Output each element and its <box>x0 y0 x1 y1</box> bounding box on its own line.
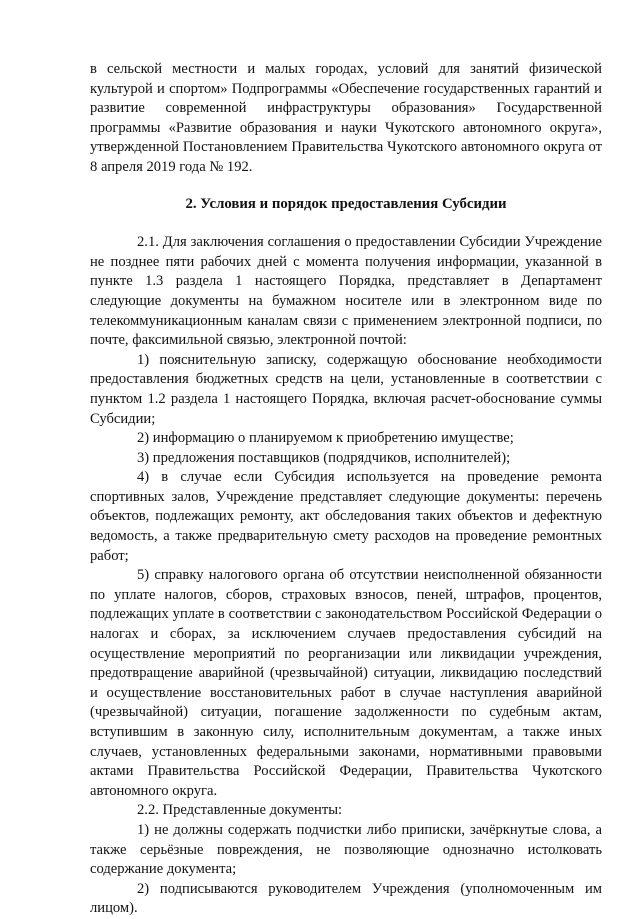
list-item-1: 1) пояснительную записку, содержащую обоснование необходимости предоставления бюджетных средств на цели, установленные в соответствии с пунктом 1.2 раздела 1 настоящего Порядка, включая расчет-обоснование суммы Субсидии; <box>90 351 602 427</box>
document-body <box>90 60 602 919</box>
intro-paragraph: в сельской местности и малых городах, условий для занятий физической культурой и спортом» Подпрограммы «Обеспечение государственных гарантий и развитие современной инфраструктуры образования» Государственной программы «Развитие образования и науки Чукотского автономного округа», утвержденной Постановлением Правительства Чукотского автономного округа от 8 апреля 2019 года № 192. <box>90 61 602 175</box>
list-item-2-2-2: 2) подписываются руководителем Учреждения (уполномоченным им лицом). <box>90 880 602 917</box>
paragraph-2-1: 2.1. Для заключения соглашения о предоставлении Субсидии Учреждение не позднее пяти рабочих дней с момента получения информации, указанной в пункте 1.3 раздела 1 настоящего Порядка, представляет в Департамент следующие документы на бумажном носителе или в электронном виде по телекоммуникационным каналам связи с применением электронной подписи, по почте, факсимильной связью, электронной почтой: <box>90 234 602 349</box>
list-item-2-2-1: 1) не должны содержать подчистки либо приписки, зачёркнутые слова, а также серьёзные повреждения, не позволяющие однозначно истолковать содержание документа; <box>90 821 602 878</box>
section-title: 2. Условия и порядок предоставления Субсидии <box>185 195 507 212</box>
list-item-2: 2) информацию о планируемом к приобретению имуществе; <box>137 430 514 447</box>
list-item-3: 3) предложения поставщиков (подрядчиков, исполнителей); <box>137 449 511 466</box>
list-item-5: 5) справку налогового органа об отсутствии неисполненной обязанности по уплате налогов, сборов, страховых взносов, пеней, штрафов, процентов, подлежащих уплате в соответствии с законодательством Российской Федерации о налогах и сборах, за исключением случаев предоставления субсидий на осуществление мероприятий по реорганизации или ликвидации учреждения, предотвращение аварийной (чрезвычайной) ситуации, ликвидацию последствий и осуществление восстановительных работ в случае наступления аварийной (чрезвычайной) ситуации, погашение задолженности по судебным актам, вступившим в законную силу, исполнительным документам, а также иных случаев, установленных федеральными законами, нормативными правовыми актами Правительства Российской Федерации, Правительства Чукотского автономного округа. <box>90 567 602 799</box>
paragraph-2-2: 2.2. Представленные документы: <box>137 802 343 819</box>
list-item-4: 4) в случае если Субсидия используется на проведение ремонта спортивных залов, Учреждение представляет следующие документы: перечень объектов, подлежащих ремонту, акт обследования таких объектов и дефектную ведомость, а также предварительную смету расходов на проведение ремонтных работ; <box>90 469 602 564</box>
